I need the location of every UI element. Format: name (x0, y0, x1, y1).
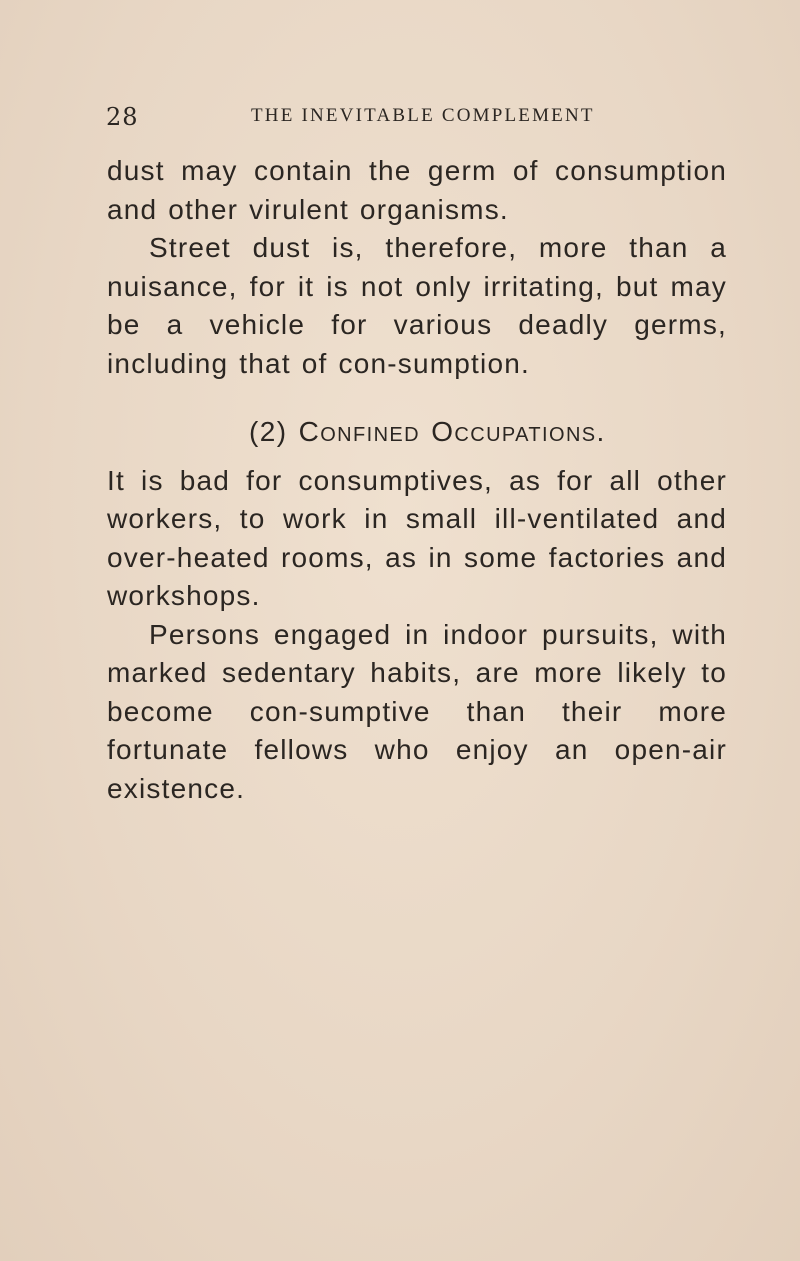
body-text (107, 152, 727, 808)
paragraph-continuation: dust may contain the germ of consumption and other virulent organisms. (107, 155, 727, 225)
paragraph-street-dust: Street dust is, therefore, more than a nuisance, for it is not only irritating, but may be a vehicle for various deadly germs, including that of con-sumption. (107, 232, 727, 379)
paragraph-indoor-pursuits: Persons engaged in indoor pursuits, with marked sedentary habits, are more likely to become con-sumptive than their more fortunate fellows who enjoy an open-air existence. (107, 618, 727, 804)
section-heading: (2) Confined Occupations. (249, 416, 606, 447)
page-number: 28 (106, 103, 139, 131)
paragraph-confined-rooms: It is bad for consumptives, as for all other workers, to work in small ill-ventilated and over-heated rooms, as in some factories and workshops. (107, 464, 727, 611)
page-header (106, 103, 706, 133)
running-head: THE INEVITABLE COMPLEMENT (251, 105, 595, 126)
